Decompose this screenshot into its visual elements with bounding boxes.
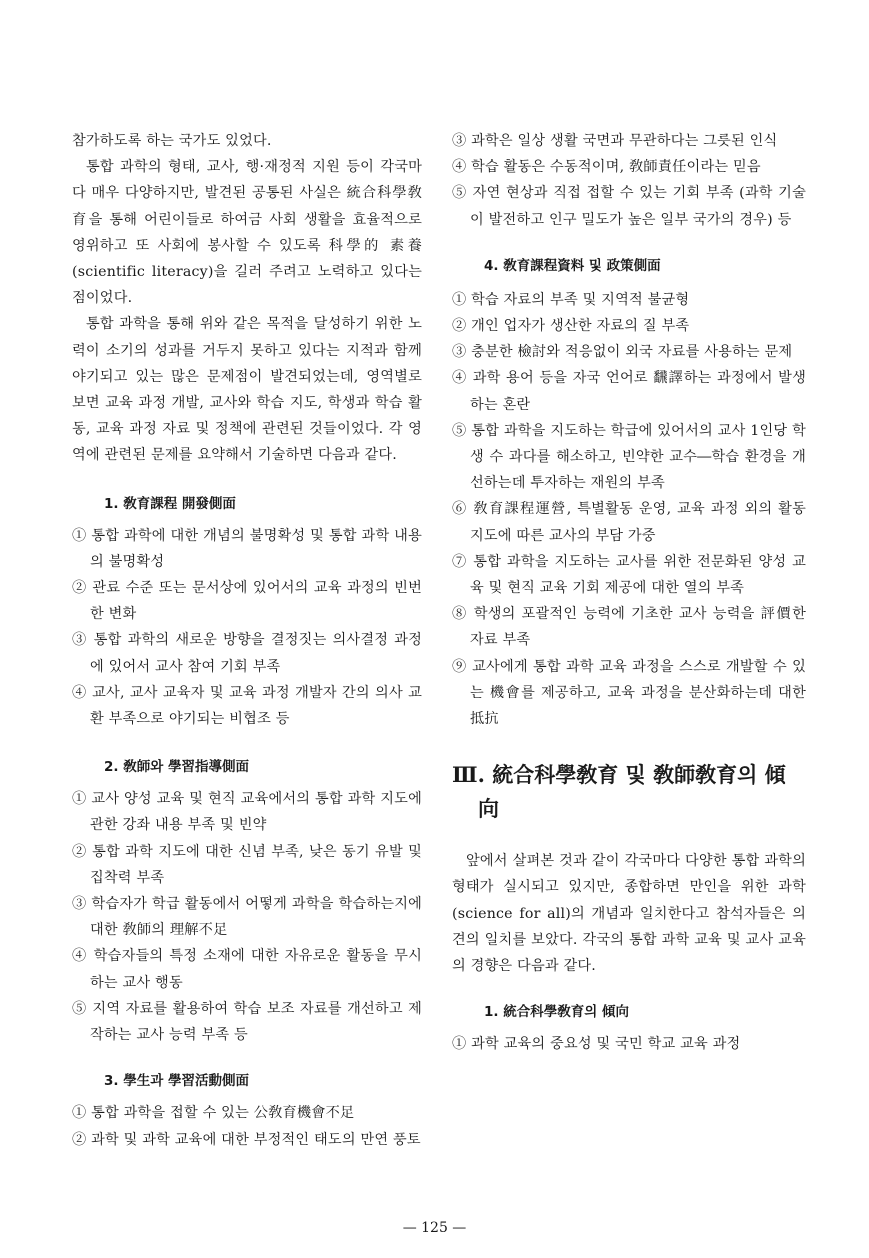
section-heading: 4. 敎育課程資料 및 政策側面 [484, 257, 661, 274]
list-item: ③ 충분한 檢討와 적응없이 외국 자료를 사용하는 문제 [452, 344, 793, 361]
section-heading: 1. 統合科學敎育의 傾向 [484, 1004, 629, 1021]
left-column [72, 128, 422, 1153]
list [452, 287, 806, 732]
list-item: ⑨ 교사에게 통합 과학 교육 과정을 스스로 개발할 수 있는 機會를 제공하고, 교육 과정을 분산화하는데 대한 抵抗 [452, 658, 806, 728]
list-item: ④ 학습 활동은 수동적이며, 敎師責任이라는 믿음 [452, 159, 761, 176]
chapter-title: Ⅲ. 統合科學敎育 및 敎師敎育의 傾向 [452, 762, 786, 822]
section-heading: 3. 學生과 學習活動側面 [104, 1073, 249, 1090]
right-column [452, 128, 806, 1057]
list-item: ④ 학습자들의 특정 소재에 대한 자유로운 활동을 무시하는 교사 행동 [72, 948, 422, 991]
list [452, 128, 806, 233]
list-item: ① 과학 교육의 중요성 및 국민 학교 교육 과정 [452, 1036, 741, 1053]
section-heading: 1. 敎育課程 開發側面 [104, 495, 236, 512]
list-item: ④ 과학 용어 등을 자국 언어로 飜譯하는 과정에서 발생하는 혼란 [452, 370, 806, 413]
list-item: ① 학습 자료의 부족 및 지역적 불균형 [452, 291, 690, 308]
list-item: ⑦ 통합 과학을 지도하는 교사를 위한 전문화된 양성 교육 및 현직 교육 기회 제공에 대한 열의 부족 [452, 553, 806, 597]
list-item: ③ 통합 과학의 새로운 방향을 결정짓는 의사결정 과정에 있어서 교사 참여 기회 부족 [72, 632, 422, 675]
list [72, 1100, 422, 1152]
paragraph: 참가하도록 하는 국가도 있었다. [72, 133, 272, 149]
section-heading: 2. 敎師와 學習指導側面 [104, 759, 249, 776]
paragraph: 앞에서 살펴본 것과 같이 각국마다 다양한 통합 과학의 형태가 실시되고 있지만, 종합하면 만인을 위한 과학(science for all)의 개념과 일치한다고 참석자들은 의견의 일치를 보았다. 각국의 통합 과학 교육 및 교사 교육의 경향은 다음과 같다. [452, 853, 806, 975]
list-item: ② 통합 과학 지도에 대한 신념 부족, 낮은 동기 유발 및 집착력 부족 [72, 843, 422, 886]
list-item: ② 과학 및 과학 교육에 대한 부정적인 태도의 만연 풍토 [72, 1131, 421, 1148]
list-item: ① 통합 과학에 대한 개념의 불명확성 및 통합 과학 내용의 불명확성 [72, 527, 422, 570]
list-item: ④ 교사, 교사 교육자 및 교육 과정 개발자 간의 의사 교환 부족으로 야기되는 비협조 등 [72, 684, 422, 728]
list-item: ③ 과학은 일상 생활 국면과 무관하다는 그릇된 인식 [452, 133, 778, 149]
list-item: ② 관료 수준 또는 문서상에 있어서의 교육 과정의 빈번한 변화 [72, 580, 422, 623]
list-item: ⑧ 학생의 포괄적인 능력에 기초한 교사 능력을 評價한 자료 부족 [452, 606, 806, 649]
list-item: ⑥ 敎育課程運營, 특별활동 운영, 교육 과정 외의 활동 지도에 따른 교사의 부담 가중 [452, 501, 806, 544]
list [452, 1031, 806, 1057]
paragraph: 통합 과학을 통해 위와 같은 목적을 달성하기 위한 노력이 소기의 성과를 거두지 못하고 있다는 지적과 함께 야기되고 있는 많은 문제점이 발견되었는데, 영역별로 보면 교육 과정 개발, 교사와 학습 지도, 학생과 학습 활동, 교육 과정 자료 및 정책에 관련된 것들이었다. 각 영역에 관련된 문제를 요약해서 기술하면 다음과 같다. [72, 316, 422, 464]
list-item: ⑤ 자연 현상과 직접 접할 수 있는 기회 부족 (과학 기술이 발전하고 인구 밀도가 높은 일부 국가의 경우) 등 [452, 185, 806, 228]
list-item: ⑤ 지역 자료를 활용하여 학습 보조 자료를 개선하고 제작하는 교사 능력 부족 등 [72, 1000, 422, 1044]
list [72, 523, 422, 733]
list-item: ② 개인 업자가 생산한 자료의 질 부족 [452, 318, 690, 335]
list-item: ③ 학습자가 학급 활동에서 어떻게 과학을 학습하는지에 대한 敎師의 理解不足 [72, 896, 422, 939]
list-item: ① 교사 양성 교육 및 현직 교육에서의 통합 과학 지도에 관한 강좌 내용 부족 및 빈약 [72, 791, 422, 834]
list-item: ⑤ 통합 과학을 지도하는 학급에 있어서의 교사 1인당 학생 수 과다를 해소하고, 빈약한 교수―학습 환경을 개선하는데 투자하는 재원의 부족 [452, 422, 806, 492]
list-item: ① 통합 과학을 접할 수 있는 公敎育機會不足 [72, 1105, 355, 1122]
page-number: — 125 — [402, 1220, 467, 1236]
paragraph: 통합 과학의 형태, 교사, 행·재정적 지원 등이 각국마다 매우 다양하지만, 발견된 공통된 사실은 統合科學敎育을 통해 어린이들로 하여금 사회 생활을 효율적으로 영위하고 또 사회에 봉사할 수 있도록 科學的 素養(scientific literacy)을 길러 주려고 노력하고 있다는 점이었다. [72, 159, 422, 307]
list [72, 786, 422, 1048]
